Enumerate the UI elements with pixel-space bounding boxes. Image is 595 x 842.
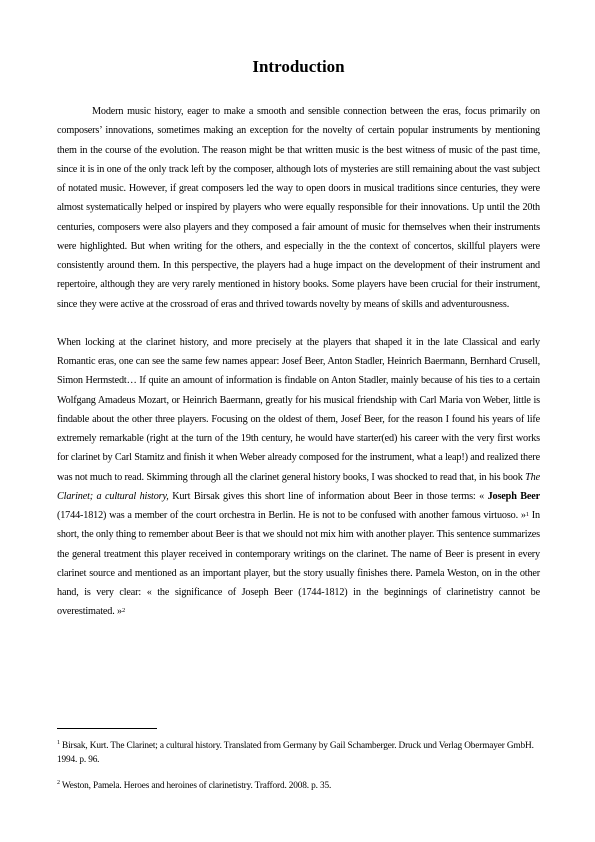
paragraph-gap xyxy=(57,314,540,333)
footnote-text: Birsak, Kurt. The Clarinet; a cultural history. Translated from Germany by Gail Schamberger. Druck und Verlag Obermayer GmbH. 1994. p. 96. xyxy=(57,741,534,766)
footnote-separator xyxy=(57,728,157,729)
footnote-ref-1[interactable]: 1 xyxy=(525,511,529,518)
paragraph-text: Kurt Birsak gives this short line of information about Beer in those terms: « xyxy=(168,490,488,502)
footnote-text: Weston, Pamela. Heroes and heroines of clarinetistry. Trafford. 2008. p. 35. xyxy=(59,781,332,792)
paragraph-text: In short, the only thing to remember about Beer is that we should not mix him with another player. This sentence summarizes the general treatment this player received in contemporary writings on the clarinet. The name of Beer is present in every clarinet source and mentioned as an important player, but the story usually finishes there. Pamela Weston, on in the other hand, is very clear: « the significance of Joseph Beer (1744-1812) in the beginnings of clarinetistry cannot be overestimated. » xyxy=(57,510,540,618)
footnote-1 xyxy=(57,736,540,767)
intro-paragraph-2 xyxy=(57,333,540,622)
footnote-number: 2 xyxy=(57,780,60,787)
footnote-number: 1 xyxy=(57,740,60,746)
page-title: Introduction xyxy=(252,57,345,76)
intro-paragraph-1: Modern music history, eager to make a smooth and sensible connection between the eras, focus primarily on composers’ innovations, sometimes making an exception for the novelty of certain popular instruments by mentioning them in the course of the evolution. The reason might be that written music is the best witness of music of the past time, since it is in one of the only track left by the composer, although lots of mysteries are still remaining about the vast subject of notated music. However, if great composers led the way to open doors in musical traditions since centuries, they were almost systematically helped or inspired by players who were equally responsible for their innovations. Up until the 20th centuries, composers were also players and they composed a fair amount of music for themselves when their instruments were highlighted. But when writing for the others, and especially in the the context of concertos, skillful players were consistently around them. In this perspective, the players had a huge impact on the development of their instrument and repertoire, although they are very rarely mentioned in history books. Some players have been crucial for their instrument, since they were active at the crossroad of eras and thrived towards novelty by means of skills and adventurousness. xyxy=(57,106,540,310)
paragraph-text: When locking at the clarinet history, and more precisely at the players that shaped it in the late Classical and early Romantic eras, one can see the same few names appear: Josef Beer, Anton Stadler, Heinrich Baermann, Bernhard Crusell, Simon Hermstedt… If quite an amount of information is findable on Anton Stadler, mainly because of his ties to a certain Wolfgang Amadeus Mozart, or Heinrich Baermann, greatly for his musical friendship with Carl Maria von Weber, little is findable about the other three players. Focusing on the oldest of them, Josef Beer, for the reason I found his years of life extremely remarkable (right at the turn of the 19th century, he would have starter(ed) his career with the very first works for clarinet by Carl Stamitz and finish it when Weber already composed for the instrument, what a leap!) and realized there was not much to read. Skimming through all the clarinet general history books, I was shocked to read that, in his book xyxy=(57,336,540,483)
book-title: The Clarinet; a cultural history, xyxy=(57,471,540,502)
footnote-ref-2[interactable]: 2 xyxy=(121,607,126,615)
footnote-2 xyxy=(57,776,540,793)
footnotes xyxy=(57,736,540,802)
paragraph-text: (1744-1812) was a member of the court orchestra in Berlin. He is not to be confused with another famous virtuoso. » xyxy=(57,510,526,521)
person-name: Joseph Beer xyxy=(487,490,541,502)
